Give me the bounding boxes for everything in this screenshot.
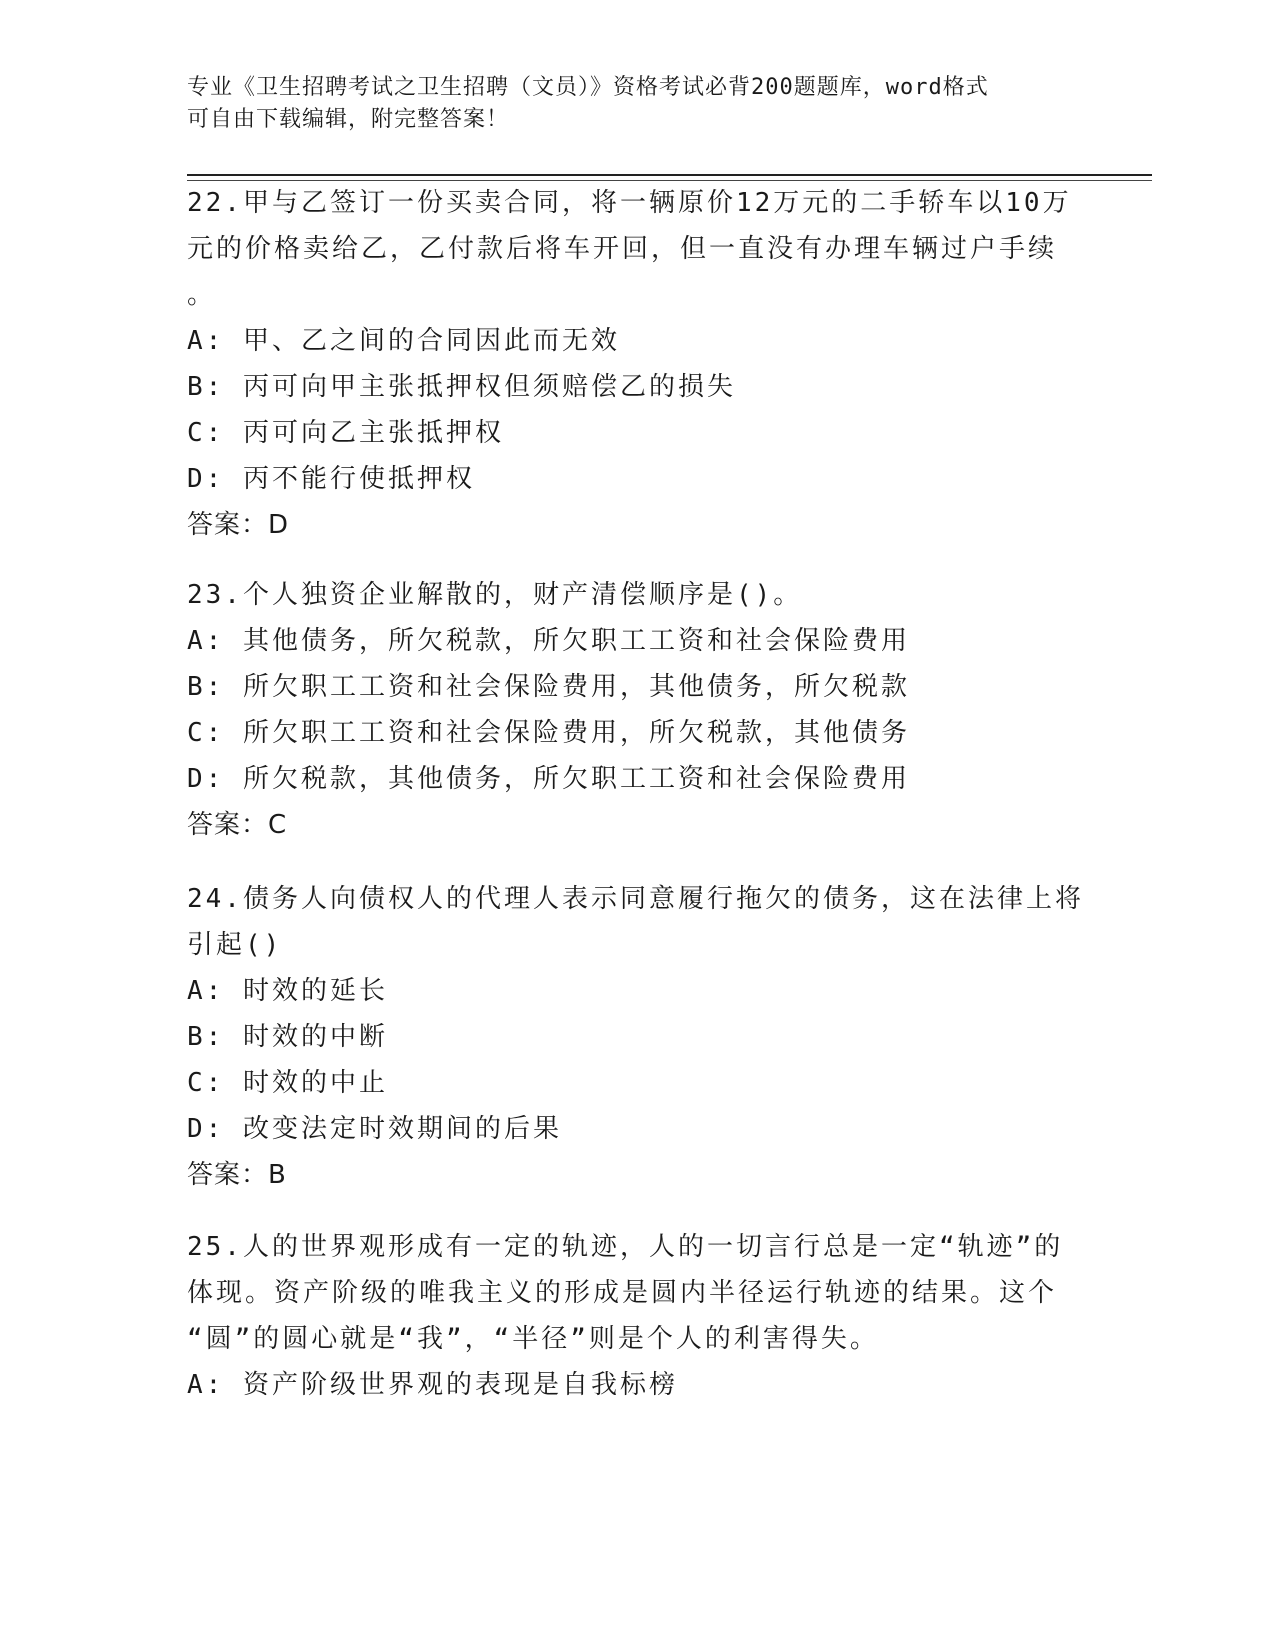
option-d: D: 所欠税款，其他债务，所欠职工工资和社会保险费用	[187, 764, 910, 794]
header-divider-thick	[187, 174, 1152, 176]
option-b: B: 时效的中断	[187, 1022, 388, 1052]
question-text-line: 元的价格卖给乙，乙付款后将车开回，但一直没有办理车辆过户手续	[187, 234, 1058, 264]
question-text-line: “圆”的圆心就是“我”，“半径”则是个人的利害得失。	[187, 1324, 879, 1354]
question-text-line: 。	[187, 280, 217, 310]
question-text-line: 22.甲与乙签订一份买卖合同，将一辆原价12万元的二手轿车以10万	[187, 188, 1072, 218]
question-text-line: 25.人的世界观形成有一定的轨迹，人的一切言行总是一定“轨迹”的	[187, 1232, 1064, 1262]
question-text-line: 23.个人独资企业解散的，财产清偿顺序是()。	[187, 580, 803, 610]
option-d: D: 丙不能行使抵押权	[187, 464, 475, 494]
option-c: C: 丙可向乙主张抵押权	[187, 418, 504, 448]
header-line-2: 可自由下载编辑，附完整答案！	[187, 107, 510, 132]
option-b: B: 所欠职工工资和社会保险费用，其他债务，所欠税款	[187, 672, 910, 702]
question-text-line: 体现。资产阶级的唯我主义的形成是圆内半径运行轨迹的结果。这个	[187, 1278, 1058, 1308]
option-b: B: 丙可向甲主张抵押权但须赔偿乙的损失	[187, 372, 736, 402]
option-c: C: 时效的中止	[187, 1068, 388, 1098]
question-25	[187, 1224, 1087, 1408]
answer: 答案：D	[187, 510, 290, 540]
document-header	[187, 72, 1087, 136]
question-24	[187, 876, 1087, 1198]
option-c: C: 所欠职工工资和社会保险费用，所欠税款，其他债务	[187, 718, 910, 748]
option-a: A: 其他债务，所欠税款，所欠职工工资和社会保险费用	[187, 626, 910, 656]
question-text-line: 24.债务人向债权人的代理人表示同意履行拖欠的债务，这在法律上将	[187, 884, 1084, 914]
option-a: A: 资产阶级世界观的表现是自我标榜	[187, 1370, 678, 1400]
option-a: A: 时效的延长	[187, 976, 388, 1006]
header-line-1: 专业《卫生招聘考试之卫生招聘（文员）》资格考试必背200题题库，word格式	[187, 75, 989, 100]
answer: 答案：C	[187, 810, 288, 840]
option-a: A: 甲、乙之间的合同因此而无效	[187, 326, 620, 356]
option-d: D: 改变法定时效期间的后果	[187, 1114, 562, 1144]
question-22	[187, 180, 1087, 548]
question-text-line: 引起()	[187, 930, 283, 960]
answer: 答案：B	[187, 1160, 287, 1190]
question-23	[187, 572, 1087, 848]
